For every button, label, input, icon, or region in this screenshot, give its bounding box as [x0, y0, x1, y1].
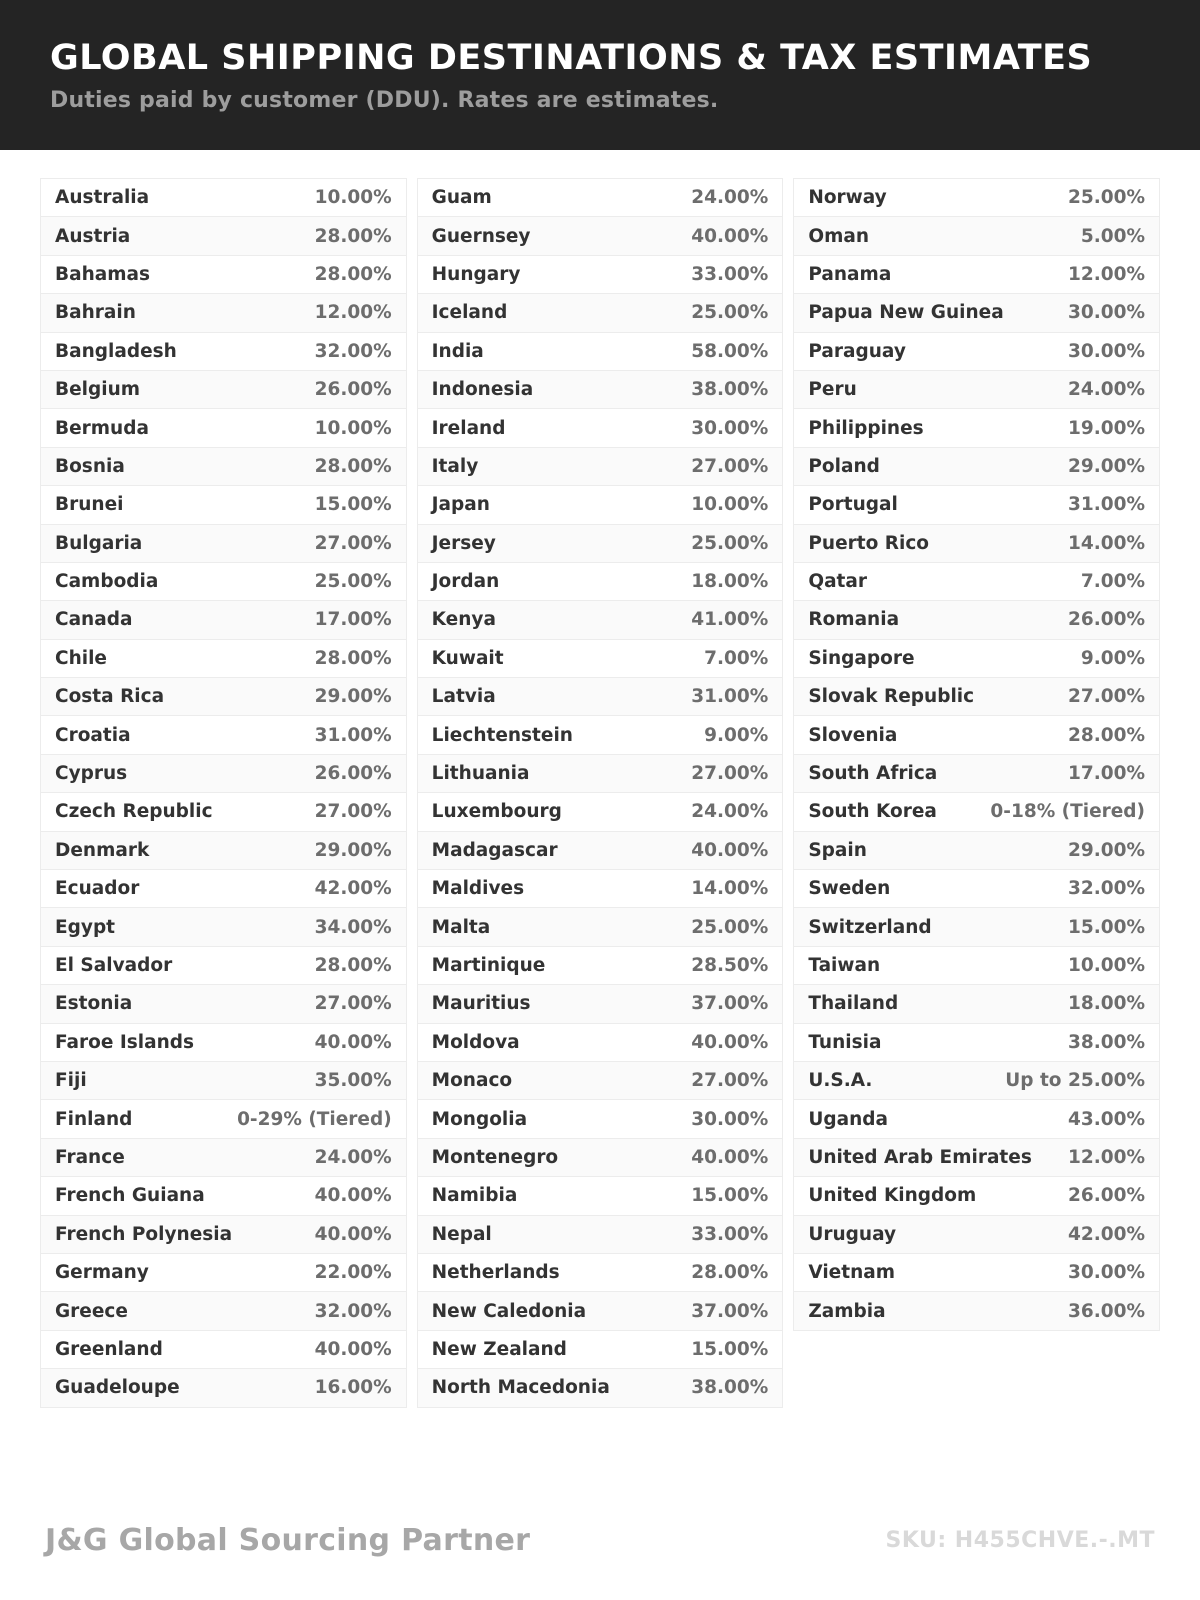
country-name: Romania [808, 609, 900, 631]
table-row [793, 831, 1160, 870]
country-name: Portugal [808, 494, 898, 516]
tax-rate: 9.00% [704, 724, 769, 746]
country-name: Bosnia [55, 455, 125, 477]
table-row [793, 524, 1160, 563]
tax-rate: 30.00% [691, 1108, 769, 1130]
country-name: Papua New Guinea [808, 302, 1004, 324]
tax-rate: 27.00% [314, 801, 392, 823]
tax-rate: 24.00% [314, 1146, 392, 1168]
tax-rate: 25.00% [1067, 187, 1146, 209]
table-row [40, 1176, 407, 1215]
country-name: Greenland [55, 1338, 163, 1360]
country-name: Monaco [431, 1070, 513, 1092]
tax-rate: 10.00% [314, 417, 392, 439]
table-row [40, 524, 407, 563]
table-row [417, 677, 784, 716]
table-row [793, 907, 1160, 946]
table-row [793, 1138, 1160, 1177]
table-row [417, 1215, 784, 1254]
table-row [793, 1099, 1160, 1138]
tax-column [417, 178, 784, 1408]
tax-rate: 10.00% [1067, 955, 1146, 976]
country-name: Qatar [808, 571, 868, 593]
tax-rate: 12.00% [1067, 1146, 1146, 1168]
tax-rate: 33.00% [691, 1223, 769, 1245]
country-name: Montenegro [431, 1146, 559, 1168]
tax-rate: 40.00% [314, 1031, 392, 1053]
tax-rate: 40.00% [691, 839, 769, 861]
table-row [417, 1023, 784, 1062]
country-name: Guadeloupe [55, 1377, 180, 1399]
country-name: Switzerland [808, 916, 932, 938]
table-row [793, 792, 1160, 831]
table-row [417, 447, 784, 486]
country-name: Czech Republic [55, 801, 213, 823]
country-name: Costa Rica [55, 686, 165, 708]
table-row [40, 408, 407, 447]
tax-rate: 32.00% [1067, 878, 1146, 900]
table-row [417, 754, 784, 793]
country-name: Cambodia [55, 571, 159, 593]
brand-name: J&G Global Sourcing Partner [45, 1523, 531, 1558]
tax-rate: 30.00% [1067, 340, 1146, 362]
table-row [417, 1138, 784, 1177]
table-row [40, 754, 407, 793]
tax-rate: 33.00% [691, 263, 769, 285]
tax-rate: 38.00% [691, 379, 769, 401]
country-name: Bulgaria [55, 532, 143, 554]
table-row [793, 946, 1160, 985]
country-name: Jordan [431, 571, 500, 593]
table-row [793, 1176, 1160, 1215]
country-name: Guernsey [431, 225, 531, 247]
table-row [417, 715, 784, 754]
tax-rate: 40.00% [691, 225, 769, 247]
country-name: Cyprus [55, 763, 128, 785]
tax-rate: 22.00% [314, 1262, 392, 1284]
table-row [793, 869, 1160, 908]
country-name: Croatia [55, 724, 131, 746]
table-row [793, 447, 1160, 486]
country-name: Malta [431, 916, 491, 938]
tax-rate: 43.00% [1067, 1108, 1146, 1130]
country-name: Panama [808, 263, 892, 285]
footer [0, 1523, 1200, 1558]
country-name: South Africa [808, 763, 938, 785]
tax-rate: 14.00% [1067, 532, 1146, 554]
table-row [417, 1253, 784, 1292]
tax-rate: 38.00% [691, 1377, 769, 1399]
tax-rate: 17.00% [314, 609, 392, 631]
country-name: Taiwan [808, 955, 881, 976]
country-name: Iceland [431, 302, 508, 324]
table-row [417, 562, 784, 601]
table-row [793, 1253, 1160, 1292]
table-row [40, 639, 407, 678]
table-row [40, 1061, 407, 1100]
table-row [793, 178, 1160, 217]
table-row [793, 1061, 1160, 1100]
table-row [40, 1291, 407, 1330]
tax-rate: 27.00% [1067, 686, 1146, 708]
country-name: Slovenia [808, 724, 898, 746]
table-row [417, 293, 784, 332]
table-row [793, 216, 1160, 255]
table-row [417, 1368, 784, 1407]
country-name: Bermuda [55, 417, 149, 439]
tax-rate: 24.00% [1067, 379, 1146, 401]
table-row [417, 370, 784, 409]
tax-rate: 28.00% [691, 1262, 769, 1284]
tax-rate: 0-18% (Tiered) [990, 801, 1146, 823]
tax-rate: 26.00% [314, 763, 392, 785]
country-name: Liechtenstein [431, 724, 573, 746]
tax-rate: 28.00% [314, 455, 392, 477]
tax-rate: 42.00% [314, 878, 392, 900]
country-name: Martinique [431, 955, 546, 976]
country-name: Belgium [55, 379, 141, 401]
table-row [40, 216, 407, 255]
tax-rate: 31.00% [314, 724, 392, 746]
tax-rate: 17.00% [1067, 763, 1146, 785]
table-row [40, 946, 407, 985]
country-name: Egypt [55, 916, 116, 938]
table-row [417, 1330, 784, 1369]
table-row [793, 1291, 1160, 1330]
country-name: Puerto Rico [808, 532, 930, 554]
country-name: Peru [808, 379, 857, 401]
tax-rate: 15.00% [691, 1185, 769, 1207]
tax-rate: 12.00% [1067, 263, 1146, 285]
table-row [417, 869, 784, 908]
country-name: Bahamas [55, 263, 151, 285]
table-row [793, 485, 1160, 524]
table-row [40, 562, 407, 601]
tax-rate: 40.00% [314, 1185, 392, 1207]
country-name: Zambia [808, 1300, 886, 1322]
country-name: Maldives [431, 878, 525, 900]
tax-rate: 28.50% [691, 955, 769, 976]
country-name: Chile [55, 647, 107, 669]
tax-rate: 58.00% [691, 340, 769, 362]
table-row [40, 715, 407, 754]
tax-rate: 27.00% [314, 532, 392, 554]
tax-rate: 37.00% [691, 1300, 769, 1322]
table-row [40, 370, 407, 409]
table-row [793, 600, 1160, 639]
country-name: Sweden [808, 878, 891, 900]
table-row [40, 1368, 407, 1407]
tax-rate: 15.00% [691, 1338, 769, 1360]
tax-rate: 36.00% [1067, 1300, 1146, 1322]
tax-rate: 37.00% [691, 993, 769, 1015]
table-row [793, 255, 1160, 294]
tax-rate: 29.00% [314, 839, 392, 861]
tax-rate: 32.00% [314, 340, 392, 362]
tax-table [40, 178, 1160, 1408]
tax-rate: 40.00% [691, 1146, 769, 1168]
table-row [793, 984, 1160, 1023]
country-name: Moldova [431, 1031, 520, 1053]
country-name: Spain [808, 839, 867, 861]
tax-rate: 24.00% [691, 187, 769, 209]
country-name: Indonesia [431, 379, 534, 401]
country-name: Canada [55, 609, 133, 631]
table-row [417, 907, 784, 946]
tax-rate: 12.00% [314, 302, 392, 324]
table-row [417, 1099, 784, 1138]
tax-rate: Up to 25.00% [1005, 1070, 1146, 1092]
tax-rate: 7.00% [704, 647, 769, 669]
tax-rate: 42.00% [1067, 1223, 1146, 1245]
table-row [793, 639, 1160, 678]
country-name: Austria [55, 225, 131, 247]
table-row [793, 677, 1160, 716]
country-name: North Macedonia [431, 1377, 610, 1399]
page-subtitle: Duties paid by customer (DDU). Rates are estimates. [50, 88, 719, 113]
table-row [417, 831, 784, 870]
table-row [417, 946, 784, 985]
table-row [793, 1023, 1160, 1062]
sku-label: SKU: H455CHVE.-.MT [885, 1528, 1155, 1553]
tax-rate: 26.00% [314, 379, 392, 401]
table-row [417, 984, 784, 1023]
tax-rate: 29.00% [1067, 839, 1146, 861]
tax-rate: 18.00% [691, 571, 769, 593]
country-name: French Polynesia [55, 1223, 233, 1245]
tax-rate: 32.00% [314, 1300, 392, 1322]
table-row [40, 293, 407, 332]
tax-rate: 26.00% [1067, 1185, 1146, 1207]
tax-rate: 5.00% [1080, 225, 1146, 247]
country-name: Greece [55, 1300, 128, 1322]
tax-rate: 10.00% [691, 494, 769, 516]
country-name: Brunei [55, 494, 124, 516]
tax-rate: 40.00% [314, 1223, 392, 1245]
table-row [40, 984, 407, 1023]
table-row [40, 178, 407, 217]
country-name: Bahrain [55, 302, 136, 324]
country-name: Vietnam [808, 1262, 895, 1284]
table-row [417, 332, 784, 371]
country-name: Fiji [55, 1070, 87, 1092]
tax-rate: 18.00% [1067, 993, 1146, 1015]
country-name: New Caledonia [431, 1300, 587, 1322]
tax-rate: 40.00% [314, 1338, 392, 1360]
country-name: French Guiana [55, 1185, 205, 1207]
tax-rate: 28.00% [314, 225, 392, 247]
tax-rate: 41.00% [691, 609, 769, 631]
country-name: United Kingdom [808, 1185, 977, 1207]
tax-rate: 9.00% [1080, 647, 1146, 669]
country-name: Kenya [431, 609, 496, 631]
table-row [40, 1330, 407, 1369]
country-name: Ecuador [55, 878, 140, 900]
table-row [40, 1215, 407, 1254]
table-row [417, 216, 784, 255]
tax-rate: 30.00% [691, 417, 769, 439]
tax-rate: 19.00% [1067, 417, 1146, 439]
table-row [40, 600, 407, 639]
country-name: Kuwait [431, 647, 504, 669]
country-name: Uruguay [808, 1223, 897, 1245]
country-name: Jersey [431, 532, 496, 554]
country-name: Madagascar [431, 839, 558, 861]
country-name: Guam [431, 187, 492, 209]
tax-rate: 25.00% [314, 571, 392, 593]
country-name: United Arab Emirates [808, 1146, 1032, 1168]
country-name: Oman [808, 225, 870, 247]
table-row [40, 485, 407, 524]
table-row [417, 1176, 784, 1215]
tax-rate: 26.00% [1067, 609, 1146, 631]
country-name: Bangladesh [55, 340, 177, 362]
country-name: Luxembourg [431, 801, 562, 823]
table-row [40, 1253, 407, 1292]
tax-rate: 28.00% [314, 647, 392, 669]
table-row [417, 600, 784, 639]
tax-rate: 24.00% [691, 801, 769, 823]
tax-rate: 0-29% (Tiered) [237, 1108, 392, 1130]
country-name: Slovak Republic [808, 686, 975, 708]
tax-rate: 14.00% [691, 878, 769, 900]
table-row [793, 408, 1160, 447]
tax-rate: 28.00% [314, 263, 392, 285]
country-name: Hungary [431, 263, 521, 285]
tax-rate: 29.00% [1067, 455, 1146, 477]
table-row [40, 255, 407, 294]
country-name: Lithuania [431, 763, 530, 785]
tax-rate: 38.00% [1067, 1031, 1146, 1053]
tax-rate: 27.00% [691, 1070, 769, 1092]
table-row [793, 1215, 1160, 1254]
country-name: Estonia [55, 993, 133, 1015]
country-name: Nepal [431, 1223, 492, 1245]
country-name: El Salvador [55, 955, 173, 976]
country-name: Finland [55, 1108, 133, 1130]
country-name: France [55, 1146, 125, 1168]
table-row [40, 869, 407, 908]
tax-rate: 16.00% [314, 1377, 392, 1399]
table-row [417, 485, 784, 524]
table-row [417, 792, 784, 831]
tax-rate: 28.00% [314, 955, 392, 976]
tax-rate: 25.00% [691, 532, 769, 554]
country-name: U.S.A. [808, 1070, 873, 1092]
tax-rate: 34.00% [314, 916, 392, 938]
tax-column [793, 178, 1160, 1408]
country-name: Thailand [808, 993, 899, 1015]
country-name: Ireland [431, 417, 506, 439]
header-banner [0, 0, 1200, 150]
country-name: Denmark [55, 839, 150, 861]
country-name: New Zealand [431, 1338, 567, 1360]
table-row [417, 178, 784, 217]
tax-rate: 15.00% [1067, 916, 1146, 938]
country-name: Namibia [431, 1185, 518, 1207]
country-name: India [431, 340, 484, 362]
tax-rate: 28.00% [1067, 724, 1146, 746]
table-row [40, 1099, 407, 1138]
table-row [417, 639, 784, 678]
table-row [40, 831, 407, 870]
table-row [417, 1291, 784, 1330]
table-row [793, 332, 1160, 371]
table-row [40, 1138, 407, 1177]
tax-rate: 40.00% [691, 1031, 769, 1053]
table-row [40, 792, 407, 831]
page-title: GLOBAL SHIPPING DESTINATIONS & TAX ESTIMATES [50, 38, 1093, 78]
country-name: Latvia [431, 686, 496, 708]
tax-rate: 29.00% [314, 686, 392, 708]
table-row [417, 408, 784, 447]
table-row [793, 754, 1160, 793]
country-name: Poland [808, 455, 880, 477]
country-name: Japan [431, 494, 490, 516]
table-row [40, 332, 407, 371]
tax-rate: 10.00% [314, 187, 392, 209]
table-row [40, 1023, 407, 1062]
tax-rate: 27.00% [691, 763, 769, 785]
table-row [417, 1061, 784, 1100]
tax-column [40, 178, 407, 1408]
tax-rate: 15.00% [314, 494, 392, 516]
table-row [40, 907, 407, 946]
country-name: South Korea [808, 801, 937, 823]
country-name: Italy [431, 455, 479, 477]
country-name: Philippines [808, 417, 924, 439]
country-name: Netherlands [431, 1262, 560, 1284]
country-name: Paraguay [808, 340, 906, 362]
table-row [417, 255, 784, 294]
tax-rate: 30.00% [1067, 302, 1146, 324]
tax-rate: 35.00% [314, 1070, 392, 1092]
table-row [793, 715, 1160, 754]
country-name: Norway [808, 187, 887, 209]
country-name: Tunisia [808, 1031, 882, 1053]
table-row [40, 677, 407, 716]
tax-rate: 31.00% [691, 686, 769, 708]
tax-rate: 7.00% [1080, 571, 1146, 593]
tax-rate: 31.00% [1067, 494, 1146, 516]
table-row [793, 370, 1160, 409]
tax-rate: 30.00% [1067, 1262, 1146, 1284]
country-name: Mauritius [431, 993, 531, 1015]
country-name: Faroe Islands [55, 1031, 195, 1053]
tax-rate: 27.00% [691, 455, 769, 477]
table-row [793, 293, 1160, 332]
table-row [417, 524, 784, 563]
country-name: Uganda [808, 1108, 888, 1130]
country-name: Mongolia [431, 1108, 528, 1130]
tax-rate: 27.00% [314, 993, 392, 1015]
tax-rate: 25.00% [691, 302, 769, 324]
table-row [40, 447, 407, 486]
tax-rate: 25.00% [691, 916, 769, 938]
country-name: Singapore [808, 647, 915, 669]
country-name: Australia [55, 187, 150, 209]
country-name: Germany [55, 1262, 149, 1284]
table-row [793, 562, 1160, 601]
